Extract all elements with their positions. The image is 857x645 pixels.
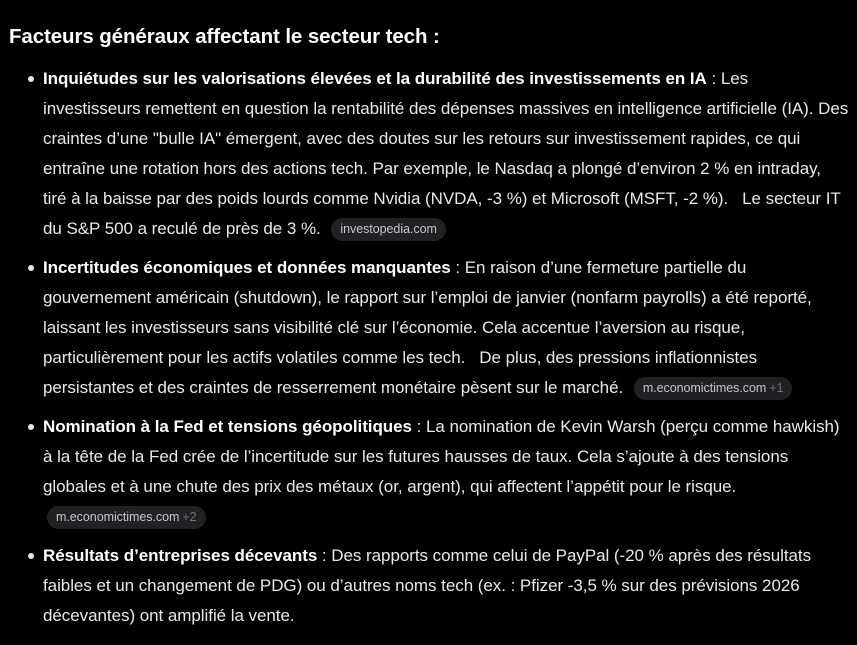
- source-chip[interactable]: [47, 506, 206, 529]
- item-text: : Les investisseurs remettent en question la rentabilité des dépenses massives en intelligence artificielle (IA). Des craintes d’une "bulle IA" émergent, avec des doutes sur les retours sur investissement rapides, ce qui entraîne une rotation hors des actions tech. Par exemple, le Nasdaq a plongé d’environ 2 % en intraday, tiré à la baisse par des poids lourds comme Nvidia (NVDA, -3 %) et Microsoft (MSFT, -2 %).: [43, 69, 849, 208]
- bullet-icon: [28, 424, 34, 430]
- item-lead: Nomination à la Fed et tensions géopolitiques: [43, 417, 412, 436]
- bullet-icon: [28, 76, 34, 82]
- section-heading: Facteurs généraux affectant le secteur tech :: [9, 25, 440, 48]
- source-count: +2: [182, 510, 197, 524]
- list-item: [9, 541, 849, 631]
- bullet-icon: [28, 265, 34, 271]
- item-lead: Incertitudes économiques et données manquantes: [43, 258, 451, 277]
- item-lead: Résultats d’entreprises décevants: [43, 546, 318, 565]
- list-item: [9, 412, 849, 532]
- source-label: investopedia.com: [340, 222, 437, 236]
- item-text: : Des rapports comme celui de PayPal (-20 % après des résultats faibles et un changement de PDG) ou d’autres noms tech (ex. : Pfizer -3,5 % sur des prévisions 2026 décevantes) ont amplifié la vente.: [43, 546, 812, 625]
- list-item: [9, 64, 849, 244]
- bullet-icon: [28, 553, 34, 559]
- source-chip[interactable]: [634, 377, 793, 400]
- source-label: m.economictimes.com: [642, 381, 767, 395]
- factor-list: [9, 64, 849, 631]
- item-text: : La nomination de Kevin Warsh (perçu comme hawkish) à la tête de la Fed crée de l’incertitude sur les futures hausses de taux. Cela s’ajoute à des tensions globales et à une chute des prix des métaux (or, argent), qui affectent l’appétit pour le risque.: [43, 417, 840, 496]
- item-lead: Inquiétudes sur les valorisations élevées et la durabilité des investissements en IA: [43, 69, 707, 88]
- list-item: [9, 253, 849, 403]
- item-text: : En raison d’une fermeture partielle du gouvernement américain (shutdown), le rapport sur l’emploi de janvier (nonfarm payrolls) a été reporté, laissant les investisseurs sans visibilité clé sur l’économie. Cela accentue l’aversion au risque, particulièrement pour les actifs volatiles comme les tech.: [43, 258, 812, 367]
- source-label: m.economictimes.com: [56, 510, 180, 524]
- source-chip[interactable]: [331, 218, 445, 241]
- source-count: +1: [769, 381, 784, 395]
- item-text-continued: De plus, des pressions inflationnistes persistantes et des craintes de resserrement monétaire pèsent sur le marché.: [43, 348, 758, 397]
- item-text-continued: Le secteur IT du S&P 500 a reculé de près de 3 %.: [43, 189, 841, 238]
